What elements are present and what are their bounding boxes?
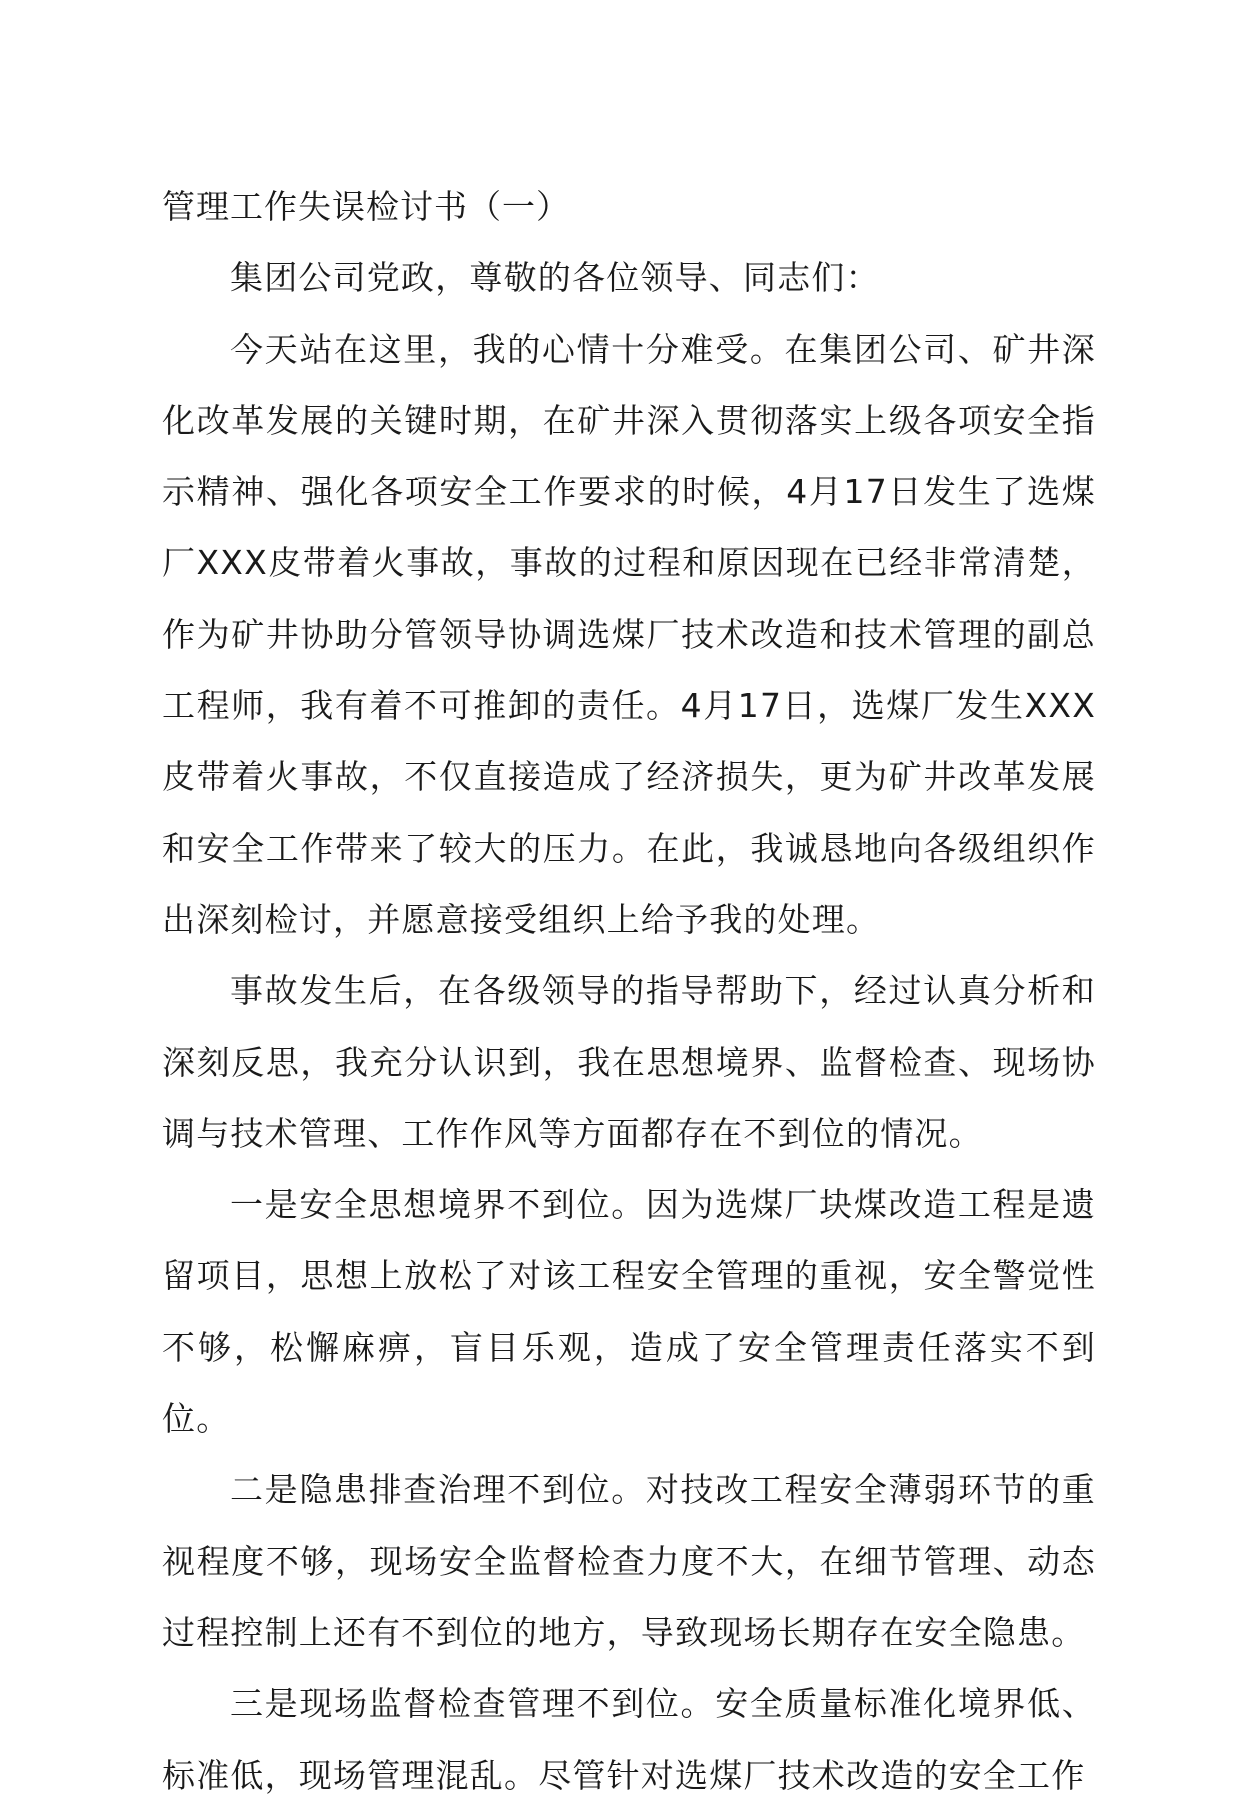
document-title: 管理工作失误检讨书（一） — [162, 187, 570, 226]
document-body — [162, 171, 1096, 1811]
paragraph-point-one: 一是安全思想境界不到位。因为选煤厂块煤改造工程是遗留项目，思想上放松了对该工程安全管理的重视，安全警觉性不够，松懈麻痹，盲目乐观，造成了安全管理责任落实不到位。 — [162, 1185, 1096, 1439]
paragraph-point-three: 三是现场监督检查管理不到位。安全质量标准化境界低、标准低，现场管理混乱。尽管针对选煤厂技术改造的安全工作 — [162, 1684, 1096, 1795]
paragraph-opening: 今天站在这里，我的心情十分难受。在集团公司、矿井深化改革发展的关键时期，在矿井深入贯彻落实上级各项安全指示精神、强化各项安全工作要求的时候，4月17日发生了选煤厂XXX皮带着火事故，事故的过程和原因现在已经非常清楚，作为矿井协助分管领导协调选煤厂技术改造和技术管理的副总工程师，我有着不可推卸的责任。4月17日，选煤厂发生XXX皮带着火事故，不仅直接造成了经济损失，更为矿井改革发展和安全工作带来了较大的压力。在此，我诚恳地向各级组织作出深刻检讨，并愿意接受组织上给予我的处理。 — [162, 329, 1096, 939]
salutation: 集团公司党政，尊敬的各位领导、同志们： — [230, 258, 880, 298]
paragraph-reflection: 事故发生后，在各级领导的指导帮助下，经过认真分析和深刻反思，我充分认识到，我在思想境界、监督检查、现场协调与技术管理、工作作风等方面都存在不到位的情况。 — [162, 971, 1096, 1153]
paragraph-point-two: 二是隐患排查治理不到位。对技改工程安全薄弱环节的重视程度不够，现场安全监督检查力度不大，在细节管理、动态过程控制上还有不到位的地方，导致现场长期存在安全隐患。 — [162, 1470, 1096, 1652]
